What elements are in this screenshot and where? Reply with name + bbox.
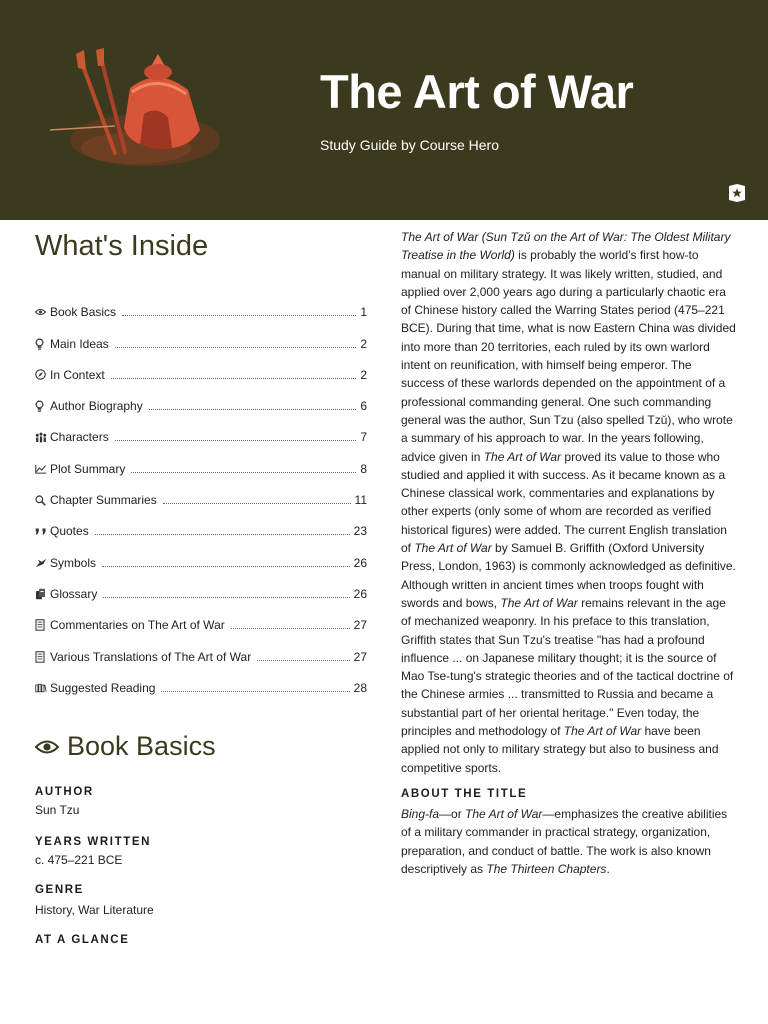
eye-icon	[35, 739, 59, 755]
toc-page-number: 11	[354, 493, 367, 508]
helmet-arrows-illustration	[40, 48, 230, 178]
header-banner	[0, 0, 768, 220]
toc-leader	[149, 409, 357, 410]
toc-leader	[95, 534, 350, 535]
toc-page-number: 7	[360, 430, 367, 445]
toc-page-number: 1	[360, 305, 367, 320]
document-subtitle: Study Guide by Course Hero	[320, 137, 499, 153]
intro-text-2: proved its value to those who studied and applied it with success. As it became known as a Chinese classical work, commentaries and explanations by other experts (only some of whom are recorded as verified historical figures) were added. The current English translation of	[401, 449, 727, 556]
table-of-contents	[35, 292, 367, 699]
intro-italic-3: The Art of War	[414, 541, 492, 556]
bird-icon	[35, 552, 49, 574]
people-icon	[35, 426, 49, 448]
document-icon	[35, 614, 49, 636]
intro-text-3: by Samuel B. Griffith (Oxford University Press, London, 1963) is commonly acknowledged as definitive. Although written in ancient times when troops fought with swords and bows,	[401, 541, 736, 610]
author-value: Sun Tzu	[35, 803, 80, 817]
about-italic-1: Bing-fa	[401, 807, 440, 821]
toc-page-number: 2	[360, 367, 367, 382]
about-italic-2: The Art of War	[465, 807, 543, 821]
books-icon	[35, 677, 49, 699]
toc-item-commentaries[interactable]	[35, 605, 367, 636]
about-title-heading: ABOUT THE TITLE	[401, 788, 528, 800]
toc-page-number: 27	[353, 649, 367, 664]
toc-label: Author Biography	[50, 399, 143, 414]
toc-label: Various Translations of The Art of War	[50, 649, 252, 664]
toc-leader	[103, 597, 349, 598]
book-basics-heading	[35, 731, 216, 762]
toc-label: Plot Summary	[50, 461, 126, 476]
intro-text-1: is probably the world's first how-to manual on military strategy. It was likely written, studied, and applied over 2,000 years ago during a particularly chaotic era of Chinese history called the Warring States period (475–221 BCE). During that time, what is now Eastern China was divided into more than 20 territories, each ruled by its own warlord intent on reunification, with himself being emperor. The success of these warlords depended on the appointment of a professional commanding general. One such commanding general was the author, Sun Tzu (also spelled Tzǔ), who wrote a summary of his approach to war. In the years following, advice given in	[401, 248, 736, 464]
toc-item-various-translations[interactable]	[35, 636, 367, 667]
genre-label: GENRE	[35, 884, 84, 896]
toc-item-plot-summary[interactable]	[35, 448, 367, 479]
toc-label: Glossary	[50, 586, 98, 601]
intro-paragraph	[401, 228, 736, 777]
about-italic-3: The Thirteen Chapters	[486, 861, 607, 876]
about-text-1: —or	[439, 807, 466, 821]
toc-item-main-ideas[interactable]	[35, 323, 367, 354]
compass-icon	[35, 364, 49, 386]
bulb-icon	[35, 333, 49, 355]
chart-icon	[35, 458, 49, 480]
intro-italic-4: The Art of War	[500, 595, 578, 610]
toc-label: Chapter Summaries	[50, 493, 157, 508]
toc-label: Main Ideas	[50, 336, 109, 351]
toc-leader	[111, 378, 357, 379]
toc-label: Quotes	[50, 524, 89, 539]
about-title-text	[401, 805, 736, 878]
toc-item-symbols[interactable]	[35, 542, 367, 573]
intro-title-italic: The Art of War (Sun Tzǔ on the Art of War: The Oldest Military Treatise in the World)	[401, 230, 731, 263]
toc-item-quotes[interactable]	[35, 511, 367, 542]
at-a-glance-label: AT A GLANCE	[35, 934, 130, 946]
toc-leader	[163, 503, 351, 504]
toc-item-characters[interactable]	[35, 417, 367, 448]
intro-text	[401, 228, 736, 777]
toc-leader	[161, 691, 349, 692]
toc-leader	[131, 472, 356, 473]
bulb-icon	[35, 395, 49, 417]
intro-italic-5: The Art of War	[563, 724, 642, 739]
years-written-label: YEARS WRITTEN	[35, 836, 151, 848]
glossary-icon	[35, 583, 49, 605]
toc-item-book-basics[interactable]	[35, 292, 367, 323]
toc-item-author-biography[interactable]	[35, 386, 367, 417]
whats-inside-heading: What's Inside	[35, 230, 209, 262]
toc-item-chapter-summaries[interactable]	[35, 480, 367, 511]
intro-text-5: have been applied not only to military strategy but also to business and competitive sports.	[401, 724, 719, 775]
toc-label: Commentaries on The Art of War	[50, 618, 225, 633]
toc-label: Book Basics	[50, 305, 117, 320]
toc-label: Characters	[50, 430, 109, 445]
toc-leader	[122, 315, 356, 316]
toc-page-number: 2	[360, 336, 367, 351]
toc-item-in-context[interactable]	[35, 355, 367, 386]
about-text-3: .	[606, 861, 610, 876]
intro-text-4: remains relevant in the age of mechanized weaponry. In his preface to this translation, Griffith states that Sun Tzu's treatise "has had a profound influence ... on Japanese military thought; it is the source of Mao Tse-tung's strategic theories and of the tactical doctrine of the Chinese armies ... transmitted to Russia and became a substantial part of her oriental heritage." Even today, the principles and methodology of	[401, 595, 734, 739]
intro-italic-2: The Art of War	[483, 449, 562, 464]
toc-leader	[115, 440, 357, 441]
toc-leader	[102, 566, 350, 567]
toc-page-number: 28	[353, 680, 367, 695]
toc-item-glossary[interactable]	[35, 574, 367, 605]
document-title: The Art of War	[320, 65, 634, 118]
toc-page-number: 23	[353, 524, 367, 539]
toc-leader	[231, 628, 350, 629]
magnifier-icon	[35, 489, 49, 511]
toc-page-number: 27	[353, 618, 367, 633]
toc-leader	[115, 347, 357, 348]
genre-value: History, War Literature	[35, 903, 154, 917]
book-basics-title: Book Basics	[67, 731, 216, 761]
toc-leader	[257, 660, 349, 661]
toc-page-number: 26	[353, 555, 367, 570]
toc-page-number: 6	[360, 399, 367, 414]
author-label: AUTHOR	[35, 786, 94, 798]
toc-page-number: 8	[360, 461, 367, 476]
about-text-2: —emphasizes the creative abilities of a military commander in practical strategy, organization, preparation, and conduct of battle. The work is also known descriptively as	[401, 807, 728, 876]
toc-label: Suggested Reading	[50, 680, 156, 695]
quote-icon	[35, 520, 49, 542]
toc-page-number: 26	[353, 586, 367, 601]
document-icon	[35, 646, 49, 668]
book-star-icon	[727, 183, 747, 203]
toc-label: In Context	[50, 367, 105, 382]
toc-label: Symbols	[50, 555, 97, 570]
years-written-value: c. 475–221 BCE	[35, 853, 123, 867]
toc-item-suggested-reading[interactable]	[35, 668, 367, 699]
eye-icon	[35, 301, 49, 323]
